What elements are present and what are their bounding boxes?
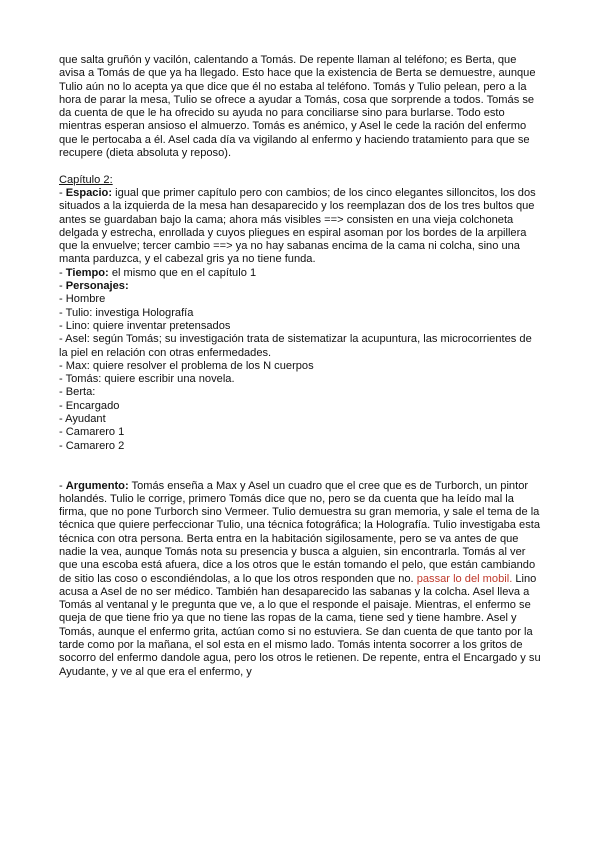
character-item: - Ayudant [59, 413, 106, 426]
character-item: - Camarero 2 [59, 439, 125, 452]
character-item: - Encargado [59, 399, 120, 412]
character-item: - Tulio: investiga Holografía [59, 306, 194, 319]
argumento-paragraph: - Argumento: Tomás enseña a Max y Asel un cuadro que el cree que es de Turborch, un pintor holandés. Tulio le corrige, primero Tomás dice que no, pero se da cuenta que ha leído mal la firma, que no pone Turborch sino Vermeer. Tulio demuestra su gran memoria, y sale el tema de la técnica que quiere perfeccionar Tulio, una técnica fotográfica; la Holografía. Tulio investigaba esta técnica con otra persona. Berta entra en la habitación sigilosamente, pero se va antes de que nadie la vea, aunque Tomás nota su presencia y busca a alguien, sin encontrarla. Tomás al ver que una escoba está afuera, dice a los otros que le están tomando el pelo, que están cambiando de sitio las coso o escondiéndolas, a lo que los otros responden que no. passar lo del mobil. Lino acusa a Asel de no ser médico. También han desaparecido las sabanas y la colcha. Asel lleva a Tomás al ventanal y le pregunta que ve, a lo que el responde el paisaje. Mientras, el enfermo se queja de que tiene frio ya que no tiene las ropas de la cama, tiene sed y tiene hambre. Asel y Tomás, aunque el enfermo grita, actúan como si no estuviera. Se dan cuenta de que tanto por la tarde como por la mañana, el sol esta en el mismo lado. Tomás intenta socorrer a los gritos de socorro del enfermo dandole agua, pero los otros le retienen. De repente, entra el Encargado y su Ayudante, y ve al que era el enfermo, y [59, 479, 541, 678]
espacio-paragraph: - Espacio: igual que primer capítulo pero con cambios; de los cinco elegantes silloncitos, los dos situados a la izquierda de la mesa han desaparecido y los reemplazan dos de los tres bultos que antes se guardaban bajo la cama; ahora más visibles ==> consisten en una vieja colchoneta delgada y estrecha, enrollada y cuyos pliegues en espiral asoman por los bordes de la arpillera que la envuelve; tercer cambio ==> ya no hay sabanas encima de la cama ni colcha, sino una manta parduzca, y el cabezal gris ya no tiene funda. [59, 186, 536, 266]
tiempo-text: el mismo que en el capítulo 1 [108, 266, 257, 279]
document-page [59, 54, 543, 679]
personajes-heading: - Personajes: [59, 280, 129, 293]
chapter-heading: Capítulo 2: [59, 173, 113, 186]
personajes-label: Personajes: [65, 280, 129, 293]
character-item: - Asel: según Tomás; su investigación trata de sistematizar la acupuntura, las microcorrientes de la piel en relación con otras enfermedades. [59, 333, 532, 359]
espacio-text: igual que primer capítulo pero con cambios; de los cinco elegantes silloncitos, los dos situados a la izquierda de la mesa han desaparecido y los reemplazan dos de los tres bultos que antes se guardaban bajo la cama; ahora más visibles ==> consisten en una vieja colchoneta delgada y estrecha, enrollada y cuyos pliegues en espiral asoman por los bordes de la arpillera que la envuelve; tercer cambio ==> ya no hay sabanas encima de la cama ni colcha, sino una manta parduzca, y el cabezal gris ya no tiene funda. [59, 186, 536, 266]
argumento-text-1: Tomás enseña a Max y Asel un cuadro que el cree que es de Turborch, un pintor holandés. Tulio le corrige, primero Tomás dice que no, pero se da cuenta que ha leído mal la firma, que no pone Turborch sino Vermeer. Tulio demuestra su gran memoria, y sale el tema de la técnica que quiere perfeccionar Tulio, una técnica fotográfica; la Holografía. Tulio investigaba esta técnica con otra persona. Berta entra en la habitación sigilosamente, pero se va antes de que nadie la vea, aunque Tomás nota su presencia y busca a alguien, sin encontrarla. Tomás al ver que una escoba está afuera, dice a los otros que le están tomando el pelo, que están cambiando de sitio las coso o escondiéndolas, a lo que los otros responden que no. [59, 479, 541, 585]
argumento-text-2: Lino acusa a Asel de no ser médico. También han desaparecido las sabanas y la colcha. Asel lleva a Tomás al ventanal y le pregunta que ve, a lo que el responde el paisaje. Mientras, el enfermo se queja de que tiene frio ya que no tiene las ropas de la cama, tiene sed y tiene hambre. Asel y Tomás, aunque el enfermo grita, actúan como si no estuviera. Se dan cuenta de que tanto por la tarde como por la mañana, el sol esta en el mismo lado. Tomás intenta socorrer a los gritos de socorro del enfermo dandole agua, pero los otros le retienen. De repente, entra el Encargado y su Ayudante, y ve al que era el enfermo, y [59, 572, 541, 678]
spacer [59, 453, 543, 480]
character-item: - Camarero 1 [59, 426, 125, 439]
character-item: - Hombre [59, 293, 106, 306]
character-item: - Max: quiere resolver el problema de los N cuerpos [59, 359, 314, 372]
argumento-red-note: passar lo del mobil. [416, 572, 513, 585]
tiempo-label: Tiempo: [65, 266, 109, 279]
argumento-label: Argumento: [65, 479, 129, 492]
character-item: - Berta: [59, 386, 96, 399]
espacio-label: Espacio: [65, 186, 113, 199]
character-item: - Tomás: quiere escribir una novela. [59, 373, 235, 386]
character-item: - Lino: quiere inventar pretensados [59, 319, 231, 332]
tiempo-paragraph: - Tiempo: el mismo que en el capítulo 1 [59, 266, 257, 279]
intro-paragraph: que salta gruñón y vacilón, calentando a Tomás. De repente llaman al teléfono; es Berta, que avisa a Tomás de que ya ha llegado. Esto hace que la existencia de Berta se demuestre, aunque Tulio aún no lo acepta ya que dice que él no estaba al teléfono. Tomás y Tulio pelean, pero a la hora de parar la mesa, Tulio se ofrece a ayudar a Tomás, cosa que sorprende a todos. Tomás se da cuenta de que le ha ofrecido su ayuda no para conciliarse sino para burlarse. Todo esto mientras esperan ansioso el almuerzo. Tomás es anémico, y Asel le cede la ración del enfermo que le pertocaba a él. Asel cada día va vigilando al enfermo y haciendo tratamiento para que se recupere (dieta absoluta y reposo). [59, 54, 536, 160]
spacer [59, 160, 543, 173]
